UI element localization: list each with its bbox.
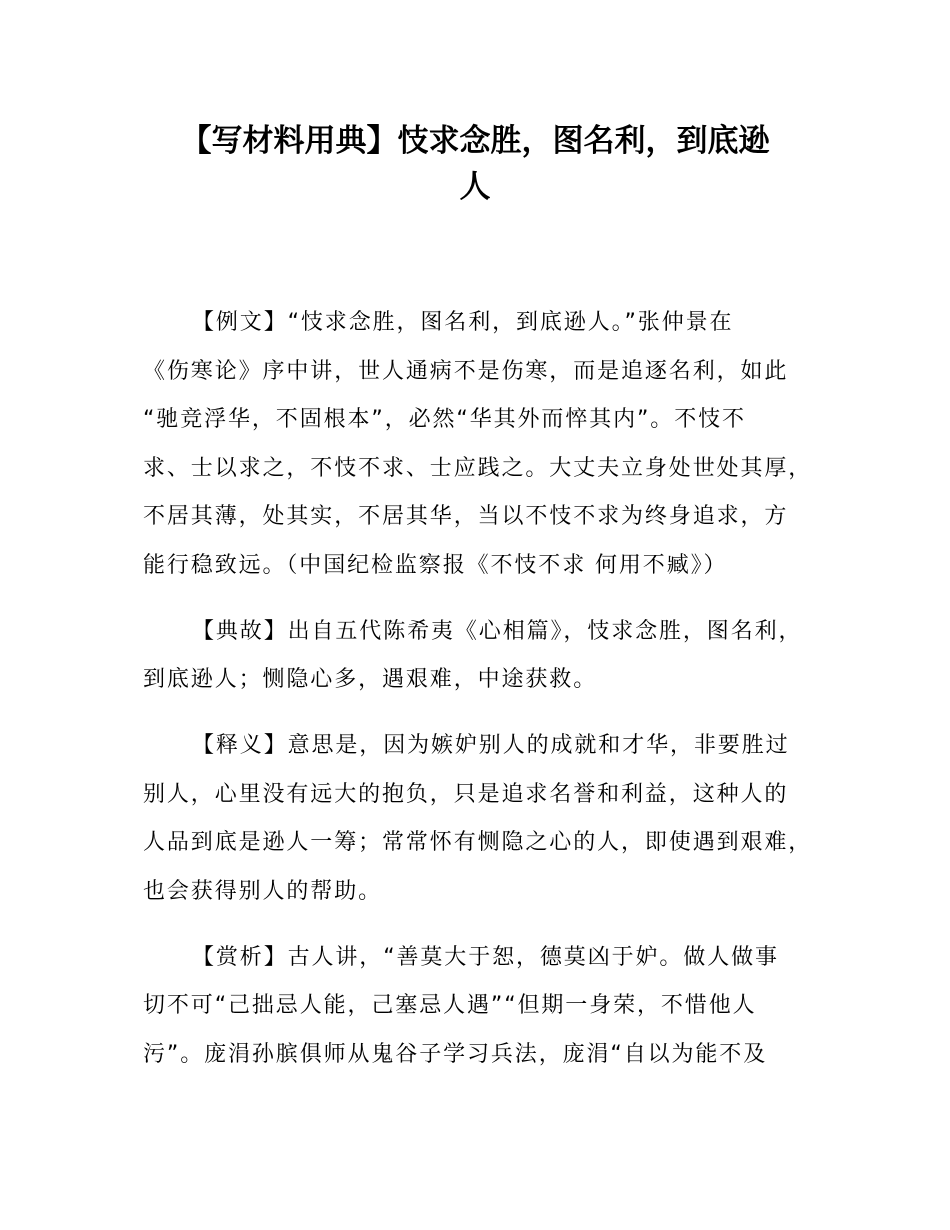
text-line: 也会获得别人的帮助。: [143, 878, 383, 904]
text-line: 【赏析】古人讲，“善莫大于恕，德莫凶于妒。做人做事: [192, 944, 779, 970]
title-line: 【写材料用典】忮求念胜，图名利，到底逊: [180, 123, 770, 159]
text-line: 能行稳致远。（中国纪检监察报《不忮不求 何用不臧》）: [143, 552, 728, 578]
text-line: 别人，心里没有远大的抱负，只是追求名誉和利益，这种人的: [143, 781, 789, 807]
text-line: 求、士以求之，不忮不求、士应践之。大丈夫立身处世处其厚，: [143, 455, 813, 481]
text-line: 污”。庞涓孙膑俱师从鬼谷子学习兵法，庞涓“自以为能不及: [143, 1041, 768, 1067]
text-line: 【典故】出自五代陈希夷《心相篇》，忮求念胜，图名利，: [192, 618, 803, 644]
text-line: 《伤寒论》序中讲，世人通病不是伤寒，而是追逐名利，如此: [143, 358, 789, 384]
text-line: “驰竞浮华，不固根本”，必然“华其外而悴其内”。不忮不: [143, 407, 746, 432]
document-title: [0, 118, 950, 210]
paragraph-meaning: [143, 722, 833, 916]
text-line: 【释义】意思是，因为嫉妒别人的成就和才华，非要胜过: [192, 733, 790, 758]
paragraph-allusion: [143, 608, 833, 705]
paragraph-appreciation: [143, 934, 833, 1080]
paragraph-example: [143, 299, 833, 590]
document-body: [143, 299, 833, 1097]
title-line: 人: [459, 169, 491, 205]
text-line: 到底逊人；恻隐心多，遇艰难，中途获救。: [143, 667, 598, 692]
text-line: 不居其薄，处其实，不居其华，当以不忮不求为终身追求，方: [143, 504, 789, 529]
text-line: 【例文】“忮求念胜，图名利，到底逊人。”张仲景在: [192, 310, 734, 335]
text-line: 人品到底是逊人一筹；常常怀有恻隐之心的人，即使遇到艰难，: [143, 830, 813, 855]
text-line: 切不可“己拙忌人能，己塞忌人遇”“但期一身荣，不惜他人: [143, 993, 757, 1018]
